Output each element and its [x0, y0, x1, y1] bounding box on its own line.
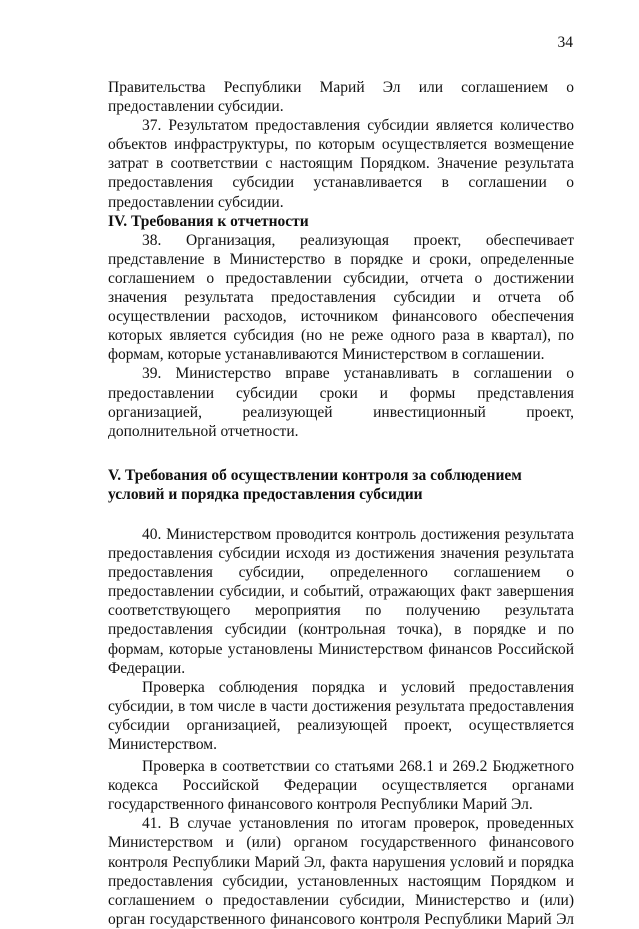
paragraph-40-check-2: Проверка в соответствии со статьями 268.1 и 269.2 Бюджетного кодекса Российской Федерации осуществляется органами государственного финансового контроля Республики Марий Эл.	[108, 758, 574, 814]
paragraph-38: 38. Организация, реализующая проект, обеспечивает представление в Министерство в порядке и сроки, определенные соглашением о предоставлении субсидии, отчета о достижении значения результата предоставления субсидии и отчета об осуществлении расходов, источником финансового обеспечения которых является субсидия (но не реже одного раза в квартал), по формам, которые устанавливаются Министерством в соглашении.	[108, 231, 574, 364]
paragraph-continuation: Правительства Республики Марий Эл или соглашением о предоставлении субсидии.	[108, 79, 574, 116]
page-number: 34	[557, 34, 573, 51]
section-5-heading-line-1: V. Требования об осуществлении контроля за соблюдением	[108, 466, 522, 484]
paragraph-39: 39. Министерство вправе устанавливать в соглашении о предоставлении субсидии сроки и формы представления организацией, реализующей инвестиционный проект, дополнительной отчетности.	[108, 365, 574, 440]
document-body	[108, 78, 574, 929]
paragraph-41: 41. В случае установления по итогам проверок, проведенных Министерством и (или) органом государственного финансового контроля Республики Марий Эл, факта нарушения условий и порядка предоставления субсидии, установленных настоящим Порядком и соглашением о предоставлении субсидии, Министерство и (или) орган государственного финансового контроля Республики Марий Эл	[108, 815, 574, 928]
paragraph-40-check-1: Проверка соблюдения порядка и условий предоставления субсидии, в том числе в части достижения результата предоставления субсидии организацией, реализующей проект, осуществляется Министерством.	[108, 678, 574, 753]
paragraph-40: 40. Министерством проводится контроль достижения результата предоставления субсидии исходя из достижения значения результата предоставления субсидии, определенного соглашением о предоставлении субсидии, и событий, отражающих факт завершения соответствующего мероприятия по получению результата предоставления субсидии (контрольная точка), в порядке и по формам, которые установлены Министерством финансов Российской Федерации.	[108, 525, 574, 677]
section-4-heading: IV. Требования к отчетности	[108, 212, 309, 230]
paragraph-37: 37. Результатом предоставления субсидии является количество объектов инфраструктуры, по которым осуществляется возмещение затрат в соответствии с настоящим Порядком. Значение результата предоставления субсидии устанавливается в соглашении о предоставлении субсидии.	[108, 117, 574, 211]
section-5-heading-line-2: условий и порядка предоставления субсидии	[108, 485, 423, 503]
section-5-heading	[108, 466, 574, 504]
